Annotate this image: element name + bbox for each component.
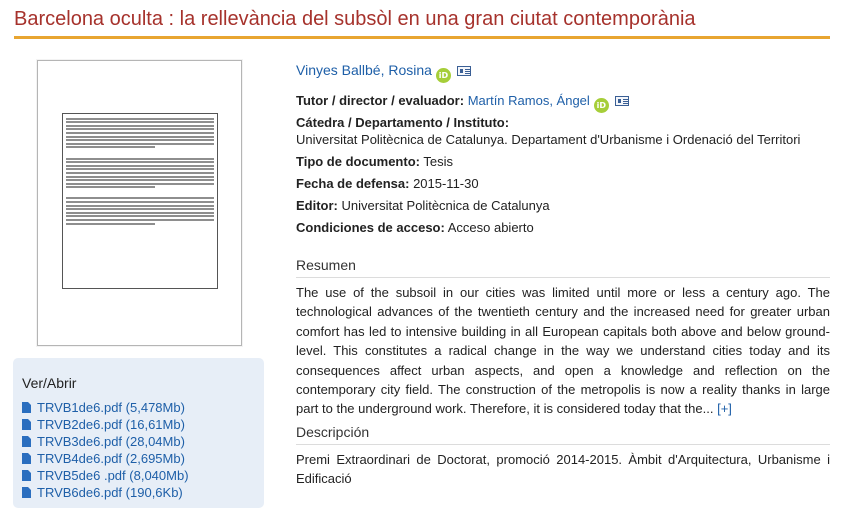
- orcid-icon[interactable]: iD: [436, 68, 451, 83]
- descripcion-divider: [296, 444, 830, 445]
- condiciones-label: Condiciones de acceso:: [296, 220, 445, 235]
- author-row: [296, 62, 471, 83]
- show-more-link[interactable]: [+]: [717, 401, 732, 417]
- page-title: Barcelona oculta : la rellevància del subsòl en una gran ciutat contemporània: [14, 8, 696, 30]
- author-link[interactable]: Vinyes Ballbé, Rosina: [296, 62, 432, 78]
- condiciones-row: [296, 220, 534, 235]
- file-link-5[interactable]: TRVB5de6 .pdf (8,040Mb): [22, 468, 189, 483]
- tutor-label: Tutor / director / evaluador:: [296, 93, 465, 108]
- contact-card-icon[interactable]: [615, 96, 629, 106]
- orcid-icon[interactable]: iD: [594, 98, 609, 113]
- catedra-label: Cátedra / Departamento / Instituto:: [296, 115, 510, 130]
- editor-value: Universitat Politècnica de Catalunya: [341, 198, 550, 213]
- tutor-link[interactable]: Martín Ramos, Ángel: [467, 93, 590, 108]
- file-icon: [22, 419, 31, 430]
- condiciones-value: Acceso abierto: [447, 220, 534, 235]
- file-icon: [22, 402, 31, 413]
- files-panel: [13, 358, 264, 508]
- file-icon: [22, 453, 31, 464]
- resumen-heading: Resumen: [296, 257, 356, 273]
- document-thumbnail[interactable]: [37, 60, 242, 346]
- tipo-label: Tipo de documento:: [296, 154, 420, 169]
- file-link-4[interactable]: TRVB4de6.pdf (2,695Mb): [22, 451, 185, 466]
- tutor-row: [296, 93, 629, 113]
- editor-label: Editor:: [296, 198, 338, 213]
- editor-row: [296, 198, 550, 213]
- file-link-2[interactable]: TRVB2de6.pdf (16,61Mb): [22, 417, 185, 432]
- file-link-6[interactable]: TRVB6de6.pdf (190,6Kb): [22, 485, 183, 500]
- resumen-text: The use of the subsoil in our cities was limited until more or less a century ago. The technological advances of the twentieth century and the increased need for greater urban comfort has led to intensive building in all European capitals both above and below ground-level. This constitutes a radical change in the way we understand cities today and its consequences affect urban aspects, and open a knowledge and reflection on the contemporary city field. The construction of the metropolis is now a reality thanks in large part to the underground work. Therefore, it is considered today that the... [+]: [296, 285, 830, 417]
- thumbnail-notice-box: [62, 113, 218, 289]
- tipo-value: Tesis: [423, 154, 453, 169]
- file-icon: [22, 436, 31, 447]
- descripcion-text: Premi Extraordinari de Doctorat, promoció 2014-2015. Àmbit d'Arquitectura, Urbanisme i Edificació: [296, 452, 830, 487]
- file-icon: [22, 470, 31, 481]
- contact-card-icon[interactable]: [457, 66, 471, 76]
- resumen-divider: [296, 277, 830, 278]
- file-icon: [22, 487, 31, 498]
- file-link-3[interactable]: TRVB3de6.pdf (28,04Mb): [22, 434, 185, 449]
- tipo-row: [296, 154, 453, 169]
- file-link-1[interactable]: TRVB1de6.pdf (5,478Mb): [22, 400, 185, 415]
- fecha-value: 2015-11-30: [413, 176, 479, 191]
- title-divider: [14, 36, 830, 39]
- files-heading: Ver/Abrir: [22, 375, 77, 391]
- fecha-row: [296, 176, 479, 191]
- catedra-value: Universitat Politècnica de Catalunya. Departament d'Urbanisme i Ordenació del Territori: [296, 132, 801, 147]
- fecha-label: Fecha de defensa:: [296, 176, 410, 191]
- descripcion-heading: Descripción: [296, 424, 370, 440]
